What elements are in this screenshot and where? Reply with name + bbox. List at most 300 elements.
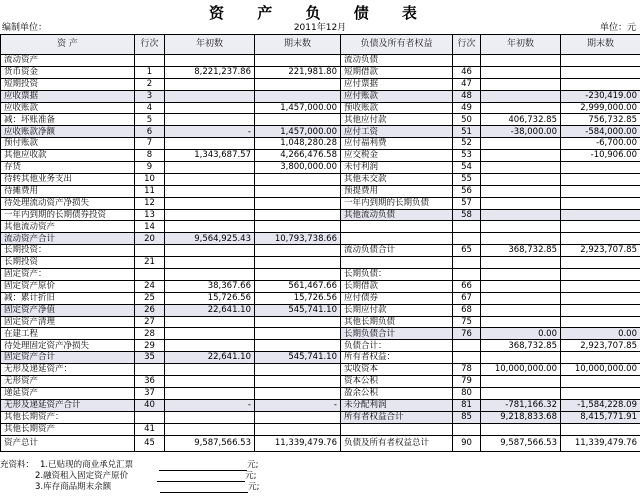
liab-rownum: 65 xyxy=(453,245,481,257)
table-row xyxy=(1,102,640,114)
notes-prefix: 充资料： xyxy=(0,460,35,470)
asset-begin-value xyxy=(165,197,255,209)
asset-end-value: 11,339,479.76 xyxy=(255,435,341,451)
liab-label: 所有者权益合计 xyxy=(341,411,453,423)
liab-rownum: 66 xyxy=(453,280,481,292)
asset-rownum: 2 xyxy=(135,78,165,90)
asset-rownum: 13 xyxy=(135,209,165,221)
liab-label xyxy=(341,221,453,233)
asset-begin-value xyxy=(165,387,255,399)
col-header-rownum: 行次 xyxy=(135,35,165,55)
asset-label: 预付账款 xyxy=(1,138,135,150)
table-row xyxy=(1,292,640,304)
asset-end-value xyxy=(255,90,341,102)
table-row xyxy=(1,221,640,233)
liab-rownum xyxy=(453,55,481,67)
table-row xyxy=(1,78,640,90)
asset-begin-value xyxy=(165,316,255,328)
liab-rownum: 56 xyxy=(453,185,481,197)
asset-end-value: 1,457,000.00 xyxy=(255,102,341,114)
liab-begin-value xyxy=(481,376,561,388)
asset-begin-value xyxy=(165,78,255,90)
asset-end-value xyxy=(255,197,341,209)
liab-begin-value xyxy=(481,387,561,399)
asset-rownum: 21 xyxy=(135,257,165,269)
table-row xyxy=(1,304,640,316)
asset-begin-value: - xyxy=(165,126,255,138)
liab-label: 长期借款 xyxy=(341,280,453,292)
liab-label: 长期负债： xyxy=(341,269,453,281)
liab-end-value: -230,419.00 xyxy=(561,90,640,102)
asset-rownum xyxy=(135,269,165,281)
liab-end-value xyxy=(561,197,640,209)
asset-rownum: 5 xyxy=(135,114,165,126)
asset-rownum: 6 xyxy=(135,126,165,138)
liab-end-value xyxy=(561,162,640,174)
col-header-asset: 资 产 xyxy=(1,35,135,55)
asset-rownum: 4 xyxy=(135,102,165,114)
liab-label: 应付账款 xyxy=(341,90,453,102)
asset-end-value xyxy=(255,209,341,221)
table-row xyxy=(1,233,640,245)
asset-begin-value: 38,367.66 xyxy=(165,280,255,292)
asset-begin-value xyxy=(165,114,255,126)
note-label: 3.库存商品期末余额 xyxy=(35,482,112,492)
liab-end-value: 10,000,000.00 xyxy=(561,364,640,376)
report-date: 2011年12月 xyxy=(293,23,347,33)
table-row xyxy=(1,209,640,221)
liab-rownum xyxy=(453,233,481,245)
asset-rownum: 45 xyxy=(135,435,165,451)
asset-begin-value: 22,641.10 xyxy=(165,352,255,364)
note-label: 2.融资租入固定资产原价 xyxy=(35,471,129,481)
asset-end-value xyxy=(255,387,341,399)
asset-end-value xyxy=(255,114,341,126)
asset-rownum: 40 xyxy=(135,399,165,411)
asset-label: 短期投资 xyxy=(1,78,135,90)
liab-begin-value xyxy=(481,221,561,233)
asset-end-value xyxy=(255,411,341,423)
liab-begin-value xyxy=(481,352,561,364)
table-row xyxy=(1,269,640,281)
liab-end-value: -1,584,228.09 xyxy=(561,399,640,411)
col-header-end2: 期末数 xyxy=(561,35,640,55)
table-row xyxy=(1,316,640,328)
liab-begin-value xyxy=(481,209,561,221)
asset-begin-value xyxy=(165,162,255,174)
asset-end-value xyxy=(255,269,341,281)
liab-end-value: 2,999,000.00 xyxy=(561,102,640,114)
asset-label: 应收账款 xyxy=(1,102,135,114)
asset-rownum: 37 xyxy=(135,387,165,399)
liab-end-value: -584,000.00 xyxy=(561,126,640,138)
table-row xyxy=(1,399,640,411)
asset-begin-value xyxy=(165,364,255,376)
liab-end-value xyxy=(561,304,640,316)
table-row xyxy=(1,114,640,126)
asset-begin-value xyxy=(165,340,255,352)
liab-end-value: 2,923,707.85 xyxy=(561,340,640,352)
liab-end-value xyxy=(561,257,640,269)
liab-label xyxy=(341,257,453,269)
asset-rownum xyxy=(135,55,165,67)
asset-label: 货币资金 xyxy=(1,66,135,78)
asset-rownum: 10 xyxy=(135,173,165,185)
liab-rownum: 46 xyxy=(453,66,481,78)
liab-rownum: 85 xyxy=(453,411,481,423)
note-label: 1.已贴现的商业承兑汇票 xyxy=(40,460,134,470)
asset-begin-value: 22,641.10 xyxy=(165,304,255,316)
liab-rownum: 58 xyxy=(453,209,481,221)
liab-label: 长期负债合计 xyxy=(341,328,453,340)
liab-end-value xyxy=(561,316,640,328)
liab-label: 应付工资 xyxy=(341,126,453,138)
asset-rownum: 3 xyxy=(135,90,165,102)
asset-label: 其他长期资产 xyxy=(1,423,135,435)
liab-label: 其他应付款 xyxy=(341,114,453,126)
liab-begin-value xyxy=(481,423,561,435)
liab-begin-value xyxy=(481,233,561,245)
liab-rownum xyxy=(453,269,481,281)
asset-label: 资产总计 xyxy=(1,435,135,451)
asset-rownum: 1 xyxy=(135,66,165,78)
asset-end-value: 1,048,280.28 xyxy=(255,138,341,150)
asset-label: 待转其他业务支出 xyxy=(1,173,135,185)
liab-label: 负债合计： xyxy=(341,340,453,352)
asset-rownum: 11 xyxy=(135,185,165,197)
liab-end-value xyxy=(561,233,640,245)
asset-rownum xyxy=(135,364,165,376)
liab-label: 未付利润 xyxy=(341,162,453,174)
liab-label xyxy=(341,233,453,245)
asset-label: 流动资产合计 xyxy=(1,233,135,245)
liab-rownum: 81 xyxy=(453,399,481,411)
liab-end-value xyxy=(561,221,640,233)
asset-end-value xyxy=(255,340,341,352)
liab-label: 资本公积 xyxy=(341,376,453,388)
asset-label: 无形资产 xyxy=(1,376,135,388)
liab-label: 负债及所有者权益总计 xyxy=(341,435,453,451)
asset-label: 无形及递延资产合计 xyxy=(1,399,135,411)
liab-begin-value: 9,218,833.68 xyxy=(481,411,561,423)
liab-begin-value xyxy=(481,138,561,150)
table-row xyxy=(1,340,640,352)
liab-end-value xyxy=(561,292,640,304)
asset-end-value xyxy=(255,245,341,257)
asset-begin-value xyxy=(165,411,255,423)
liab-begin-value xyxy=(481,185,561,197)
liab-begin-value: -38,000.00 xyxy=(481,126,561,138)
table-row xyxy=(1,173,640,185)
asset-end-value: 3,800,000.00 xyxy=(255,162,341,174)
asset-begin-value xyxy=(165,257,255,269)
liab-rownum: 54 xyxy=(453,162,481,174)
table-row xyxy=(1,411,640,423)
table-row xyxy=(1,376,640,388)
asset-rownum: 35 xyxy=(135,352,165,364)
liab-rownum: 49 xyxy=(453,102,481,114)
liab-label: 流动负债 xyxy=(341,55,453,67)
asset-begin-value: 1,343,687.57 xyxy=(165,150,255,162)
asset-end-value xyxy=(255,376,341,388)
liab-rownum: 67 xyxy=(453,292,481,304)
liab-end-value xyxy=(561,209,640,221)
asset-end-value: 15,726.56 xyxy=(255,292,341,304)
asset-label: 应收账款净额 xyxy=(1,126,135,138)
liab-label: 短期借款 xyxy=(341,66,453,78)
asset-rownum: 14 xyxy=(135,221,165,233)
unit-left-label: 编制单位： xyxy=(2,23,48,33)
liab-begin-value: 368,732.85 xyxy=(481,245,561,257)
liab-label xyxy=(341,423,453,435)
table-row xyxy=(1,280,640,292)
table-row xyxy=(1,364,640,376)
table-row xyxy=(1,435,640,451)
asset-rownum: 41 xyxy=(135,423,165,435)
liab-begin-value: 368,732.85 xyxy=(481,340,561,352)
col-header-rownum2: 行次 xyxy=(453,35,481,55)
col-header-begin: 年初数 xyxy=(165,35,255,55)
liab-label: 应交税金 xyxy=(341,150,453,162)
asset-label: 流动资产 xyxy=(1,55,135,67)
asset-begin-value xyxy=(165,221,255,233)
liab-end-value: 8,415,771.91 xyxy=(561,411,640,423)
asset-end-value: 545,741.10 xyxy=(255,352,341,364)
asset-label: 应收票据 xyxy=(1,90,135,102)
table-row xyxy=(1,245,640,257)
liab-begin-value xyxy=(481,197,561,209)
liab-rownum: 48 xyxy=(453,90,481,102)
asset-end-value xyxy=(255,78,341,90)
asset-begin-value xyxy=(165,55,255,67)
liab-label: 应付票据 xyxy=(341,78,453,90)
supplementary-notes xyxy=(0,460,640,493)
asset-end-value xyxy=(255,423,341,435)
asset-label: 固定资产清理 xyxy=(1,316,135,328)
liab-rownum xyxy=(453,352,481,364)
liab-rownum: 78 xyxy=(453,364,481,376)
asset-label: 其他长期资产： xyxy=(1,411,135,423)
liab-begin-value: 10,000,000.00 xyxy=(481,364,561,376)
liab-begin-value xyxy=(481,257,561,269)
liab-end-value xyxy=(561,55,640,67)
table-row xyxy=(1,352,640,364)
asset-label: 待摊费用 xyxy=(1,185,135,197)
asset-rownum: 25 xyxy=(135,292,165,304)
asset-label: 固定资产合计 xyxy=(1,352,135,364)
liab-rownum xyxy=(453,340,481,352)
liab-rownum: 79 xyxy=(453,376,481,388)
asset-end-value: 221,981.80 xyxy=(255,66,341,78)
liab-begin-value xyxy=(481,55,561,67)
asset-rownum: 29 xyxy=(135,340,165,352)
liab-label: 其他未交款 xyxy=(341,173,453,185)
liab-begin-value xyxy=(481,150,561,162)
liab-begin-value xyxy=(481,316,561,328)
balance-sheet-table xyxy=(0,34,640,452)
asset-end-value xyxy=(255,257,341,269)
asset-rownum: 28 xyxy=(135,328,165,340)
asset-end-value: 1,457,000.00 xyxy=(255,126,341,138)
asset-label: 待处理流动资产净损失 xyxy=(1,197,135,209)
liab-end-value xyxy=(561,376,640,388)
table-row xyxy=(1,162,640,174)
asset-label: 减：累计折旧 xyxy=(1,292,135,304)
liab-label: 盈余公积 xyxy=(341,387,453,399)
col-header-liab: 负债及所有者权益 xyxy=(341,35,453,55)
liab-label: 预提费用 xyxy=(341,185,453,197)
col-header-end: 期末数 xyxy=(255,35,341,55)
liab-begin-value xyxy=(481,292,561,304)
asset-end-value xyxy=(255,173,341,185)
note-unit: 元; xyxy=(245,471,257,481)
asset-rownum: 12 xyxy=(135,197,165,209)
asset-begin-value xyxy=(165,245,255,257)
asset-begin-value: 15,726.56 xyxy=(165,292,255,304)
liab-rownum: 76 xyxy=(453,328,481,340)
asset-rownum: 7 xyxy=(135,138,165,150)
asset-rownum: 9 xyxy=(135,162,165,174)
liab-label: 应付福利费 xyxy=(341,138,453,150)
liab-rownum: 68 xyxy=(453,304,481,316)
asset-label: 其他应收款 xyxy=(1,150,135,162)
col-header-begin2: 年初数 xyxy=(481,35,561,55)
table-row xyxy=(1,66,640,78)
asset-begin-value: 9,587,566.53 xyxy=(165,435,255,451)
asset-begin-value xyxy=(165,173,255,185)
asset-label: 长期投资 xyxy=(1,257,135,269)
liab-begin-value: 9,587,566.53 xyxy=(481,435,561,451)
note-unit: 元; xyxy=(248,482,260,492)
liab-label: 长期应付款 xyxy=(341,304,453,316)
liab-end-value: 0.00 xyxy=(561,328,640,340)
liab-label: 其他长期负债 xyxy=(341,316,453,328)
liab-begin-value: 406,732.85 xyxy=(481,114,561,126)
liab-rownum: 53 xyxy=(453,150,481,162)
liab-rownum: 55 xyxy=(453,173,481,185)
asset-end-value: 545,741.10 xyxy=(255,304,341,316)
liab-label: 未分配利润 xyxy=(341,399,453,411)
table-row xyxy=(1,185,640,197)
asset-label: 固定资产： xyxy=(1,269,135,281)
asset-end-value: - xyxy=(255,399,341,411)
table-row xyxy=(1,197,640,209)
asset-rownum xyxy=(135,245,165,257)
liab-begin-value: 0.00 xyxy=(481,328,561,340)
asset-rownum xyxy=(135,411,165,423)
liab-begin-value xyxy=(481,280,561,292)
asset-label: 一年内到期的长期债券投资 xyxy=(1,209,135,221)
asset-label: 无形及递延资产： xyxy=(1,364,135,376)
asset-begin-value: 8,221,237.86 xyxy=(165,66,255,78)
liab-end-value xyxy=(561,269,640,281)
unit-right-label: 单位：元 xyxy=(599,23,636,33)
asset-label: 其他流动资产 xyxy=(1,221,135,233)
table-header-row xyxy=(1,35,640,55)
liab-begin-value xyxy=(481,304,561,316)
liab-end-value: -6,700.00 xyxy=(561,138,640,150)
liab-end-value xyxy=(561,423,640,435)
liab-label: 一年内到期的长期负债 xyxy=(341,197,453,209)
asset-label: 减：坏账准备 xyxy=(1,114,135,126)
liab-end-value xyxy=(561,66,640,78)
table-row xyxy=(1,138,640,150)
asset-end-value xyxy=(255,221,341,233)
liab-end-value xyxy=(561,352,640,364)
asset-rownum: 27 xyxy=(135,316,165,328)
asset-label: 在建工程 xyxy=(1,328,135,340)
asset-end-value: 4,266,476.58 xyxy=(255,150,341,162)
table-row xyxy=(1,257,640,269)
asset-end-value xyxy=(255,328,341,340)
table-row xyxy=(1,387,640,399)
asset-begin-value xyxy=(165,209,255,221)
asset-begin-value xyxy=(165,423,255,435)
table-row xyxy=(1,90,640,102)
liab-label: 实收资本 xyxy=(341,364,453,376)
asset-rownum: 26 xyxy=(135,304,165,316)
asset-begin-value xyxy=(165,102,255,114)
note-unit: 元; xyxy=(247,460,259,470)
liab-begin-value xyxy=(481,173,561,185)
liab-rownum: 75 xyxy=(453,316,481,328)
asset-label: 存货 xyxy=(1,162,135,174)
liab-rownum xyxy=(453,221,481,233)
liab-rownum: 90 xyxy=(453,435,481,451)
liab-label: 其他流动负债 xyxy=(341,209,453,221)
liab-rownum: 47 xyxy=(453,78,481,90)
page-title: 资 产 负 债 表 xyxy=(209,4,431,22)
table-row xyxy=(1,150,640,162)
liab-end-value xyxy=(561,185,640,197)
asset-end-value xyxy=(255,55,341,67)
liab-end-value xyxy=(561,173,640,185)
liab-label: 应付债券 xyxy=(341,292,453,304)
liab-rownum xyxy=(453,423,481,435)
liab-label: 预收账款 xyxy=(341,102,453,114)
note-blank-line xyxy=(160,483,248,493)
asset-end-value xyxy=(255,364,341,376)
note-blank-line xyxy=(157,472,245,482)
liab-label: 所有者权益： xyxy=(341,352,453,364)
asset-begin-value xyxy=(165,90,255,102)
liab-begin-value xyxy=(481,90,561,102)
asset-end-value: 561,467.66 xyxy=(255,280,341,292)
asset-begin-value xyxy=(165,376,255,388)
liab-begin-value: -781,166.32 xyxy=(481,399,561,411)
liab-rownum: 57 xyxy=(453,197,481,209)
liab-rownum xyxy=(453,257,481,269)
liab-rownum: 52 xyxy=(453,138,481,150)
asset-begin-value: 9,564,925.43 xyxy=(165,233,255,245)
asset-end-value: 10,793,738.66 xyxy=(255,233,341,245)
asset-begin-value xyxy=(165,185,255,197)
note-blank-line xyxy=(159,461,247,471)
liab-begin-value xyxy=(481,66,561,78)
asset-label: 固定资产原价 xyxy=(1,280,135,292)
asset-label: 长期投资： xyxy=(1,245,135,257)
liab-end-value xyxy=(561,280,640,292)
asset-rownum: 24 xyxy=(135,280,165,292)
asset-begin-value xyxy=(165,138,255,150)
asset-end-value xyxy=(255,185,341,197)
liab-begin-value xyxy=(481,162,561,174)
asset-begin-value: - xyxy=(165,399,255,411)
asset-begin-value xyxy=(165,269,255,281)
asset-label: 递延资产 xyxy=(1,387,135,399)
asset-end-value xyxy=(255,316,341,328)
liab-rownum: 50 xyxy=(453,114,481,126)
